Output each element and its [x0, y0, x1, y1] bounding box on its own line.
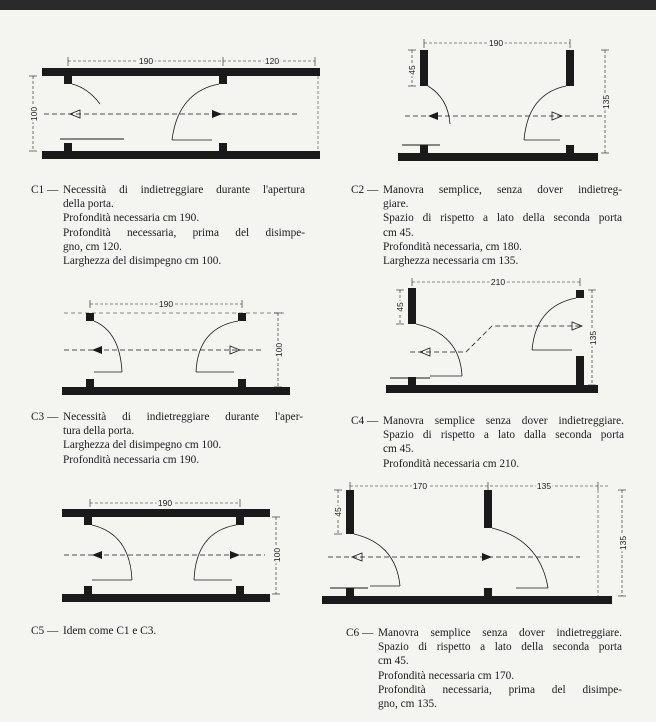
- c3-dim-top: 190: [158, 299, 174, 309]
- caption-c1-line: Necessità di indietreggiare durante l'apertura: [63, 184, 305, 196]
- c2-dim-right: 135: [601, 94, 611, 110]
- c6-dim-right: 135: [618, 535, 628, 551]
- caption-c2-line: Spazio di rispetto a lato della seconda porta: [383, 212, 622, 225]
- c1-dim-side: 100: [29, 106, 39, 122]
- caption-c3: [31, 410, 303, 467]
- caption-c1: [31, 183, 305, 268]
- caption-c6-line: Profondità necessaria cm 170.: [378, 669, 515, 682]
- c2-dim-left: 45: [407, 65, 417, 75]
- c6-dim-top-a: 170: [412, 481, 428, 491]
- c4-dim-top: 210: [490, 277, 506, 287]
- c5-dim-top: 190: [157, 498, 173, 508]
- c6-dim-top-b: 135: [536, 481, 552, 491]
- caption-c2-line: Profondità necessaria, cm 180.: [383, 240, 522, 253]
- c4-dim-left: 45: [395, 302, 405, 312]
- caption-c2-line: giare.: [383, 198, 409, 211]
- caption-c4-id: C4 —: [351, 415, 379, 427]
- caption-c6-line: Profondità necessaria, prima del disimpe-: [378, 683, 622, 696]
- caption-c6-id: C6 —: [346, 627, 374, 639]
- c2-dim-top: 190: [488, 38, 504, 48]
- caption-c2-line: Manovra semplice, senza dover indietreg-: [383, 184, 622, 196]
- caption-c1-line: gno, cm 120.: [63, 240, 122, 253]
- caption-c1-line: Profondità necessaria cm 190.: [63, 212, 200, 225]
- caption-c3-line: Larghezza del disimpegno cm 100.: [63, 439, 222, 452]
- caption-c2-line: cm 45.: [383, 226, 414, 239]
- caption-c5-id: C5 —: [31, 625, 59, 637]
- caption-c5: [31, 624, 303, 638]
- caption-c2: [351, 183, 622, 268]
- c5-dim-side: 100: [272, 547, 282, 563]
- caption-c1-line: Profondità necessaria, prima del disimpe-: [63, 226, 305, 239]
- caption-c6-line: Manovra semplice senza dover indietreggiare.: [378, 627, 622, 639]
- c6-dim-left: 45: [333, 507, 343, 517]
- caption-c4-line: Profondità necessaria cm 210.: [383, 457, 520, 470]
- caption-c4-line: Manovra semplice senza dover indietreggiare.: [383, 415, 624, 427]
- caption-c2-id: C2 —: [351, 184, 379, 196]
- caption-c6-line: Spazio di rispetto a lato della seconda porta: [378, 641, 622, 654]
- c1-dim-top-a: 190: [138, 56, 154, 66]
- caption-c4-line: cm 45.: [383, 443, 414, 456]
- caption-c6-line: gno, cm 135.: [378, 698, 437, 711]
- caption-c4: [351, 414, 624, 471]
- caption-c2-line: Larghezza necessaria cm 135.: [383, 255, 519, 268]
- caption-c5-line: Idem come C1 e C3.: [63, 625, 157, 637]
- caption-c4-line: Spazio di rispetto a lato dalla seconda porta: [383, 429, 624, 442]
- caption-c3-id: C3 —: [31, 411, 59, 423]
- caption-c3-line: tura della porta.: [63, 425, 135, 438]
- caption-c1-id: C1 —: [31, 184, 59, 196]
- c1-dim-top-b: 120: [264, 56, 280, 66]
- caption-c3-line: Profondità necessaria cm 190.: [63, 453, 200, 466]
- caption-c1-line: della porta.: [63, 198, 114, 211]
- caption-c1-line: Larghezza del disimpegno cm 100.: [63, 255, 222, 268]
- caption-c6-line: cm 45.: [378, 655, 409, 668]
- caption-c3-line: Necessità di indietreggiare durante l'aper-: [63, 411, 303, 423]
- caption-c6: [346, 626, 622, 711]
- c3-dim-side: 100: [274, 342, 284, 358]
- c4-dim-right: 135: [588, 330, 598, 346]
